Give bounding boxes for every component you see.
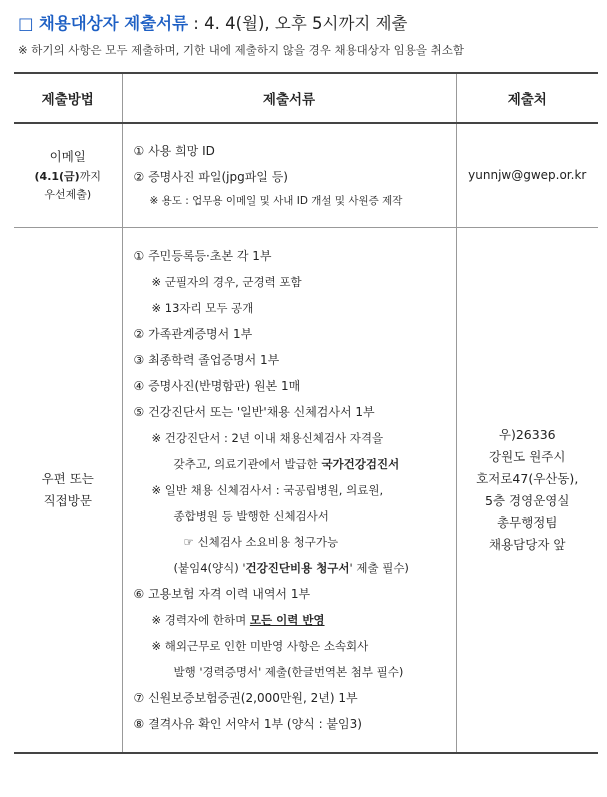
list-item: ⑦ 신원보증보험증권(2,000만원, 2년) 1부 (133, 690, 358, 705)
table-header-row (14, 73, 598, 123)
table-row-email (14, 123, 598, 227)
title-highlight: 채용대상자 제출서류 (38, 14, 189, 33)
checkbox-square-icon: □ (18, 14, 34, 33)
list-note: ※ 건강진단서 : 2년 이내 채용신체검사 자격을 (151, 430, 384, 445)
list-note: 발행 '경력증명서' 제출(한글번역본 첨부 필수) (173, 664, 404, 679)
header-destination: 제출처 (456, 73, 598, 123)
list-item: ⑤ 건강진단서 또는 '일반'채용 신체검사서 1부 (133, 404, 375, 419)
list-item: ② 증명사진 파일(jpg파일 등) (133, 170, 288, 185)
list-item: ① 주민등록등·초본 각 1부 (133, 248, 272, 263)
table-row-post (14, 227, 598, 753)
list-item: ④ 증명사진(반명함판) 원본 1매 (133, 378, 301, 393)
list-note: 종합병원 등 발행한 신체검사서 (173, 508, 329, 523)
list-note: ※ 일반 채용 신체검사서 : 국공립병원, 의료원, (151, 482, 384, 497)
list-note: ※ 용도 : 업무용 이메일 및 사내 ID 개설 및 사원증 제작 (149, 195, 403, 208)
list-note: ※ 경력자에 한하며 모든 이력 반영 (151, 612, 325, 627)
documents-post (122, 227, 456, 753)
email-address: yunnjw@gwep.or.kr (456, 123, 598, 227)
list-item: ③ 최종학력 졸업증명서 1부 (133, 352, 280, 367)
submission-table (14, 72, 598, 754)
list-note: 갖추고, 의료기관에서 발급한 국가건강검진서 (173, 456, 400, 471)
list-item: ⑥ 고용보험 자격 이력 내역서 1부 (133, 586, 311, 601)
list-note: ※ 군필자의 경우, 군경력 포함 (151, 274, 302, 289)
list-item: ⑧ 결격사유 확인 서약서 1부 (양식 : 붙임3) (133, 716, 362, 731)
list-note: ※ 13자리 모두 공개 (151, 300, 254, 315)
mailing-address: 우)26336 강원도 원주시 호저로47(우산동), 5층 경영운영실 총무행정팀 채용담당자 앞 (456, 227, 598, 753)
method-email: 이메일 (4.1(금)까지 우선제출) (14, 123, 122, 227)
header-method: 제출방법 (14, 73, 122, 123)
page-title (18, 10, 407, 34)
list-note: ※ 해외근무로 인한 미반영 사항은 소속회사 (151, 638, 369, 653)
documents-email (122, 123, 456, 227)
list-item: ① 사용 희망 ID (133, 144, 215, 159)
list-note: ☞ 신체검사 소요비용 청구가능 (183, 534, 339, 549)
list-note: (붙임4(양식) '건강진단비용 청구서' 제출 필수) (173, 560, 409, 575)
header-documents: 제출서류 (122, 73, 456, 123)
notice-text: ※ 하기의 사항은 모두 제출하며, 기한 내에 제출하지 않을 경우 채용대상자 임용을 취소함 (18, 43, 464, 57)
list-item: ② 가족관계증명서 1부 (133, 326, 253, 341)
title-deadline: : 4. 4(월), 오후 5시까지 제출 (188, 14, 408, 33)
method-post: 우편 또는 직접방문 (14, 227, 122, 753)
